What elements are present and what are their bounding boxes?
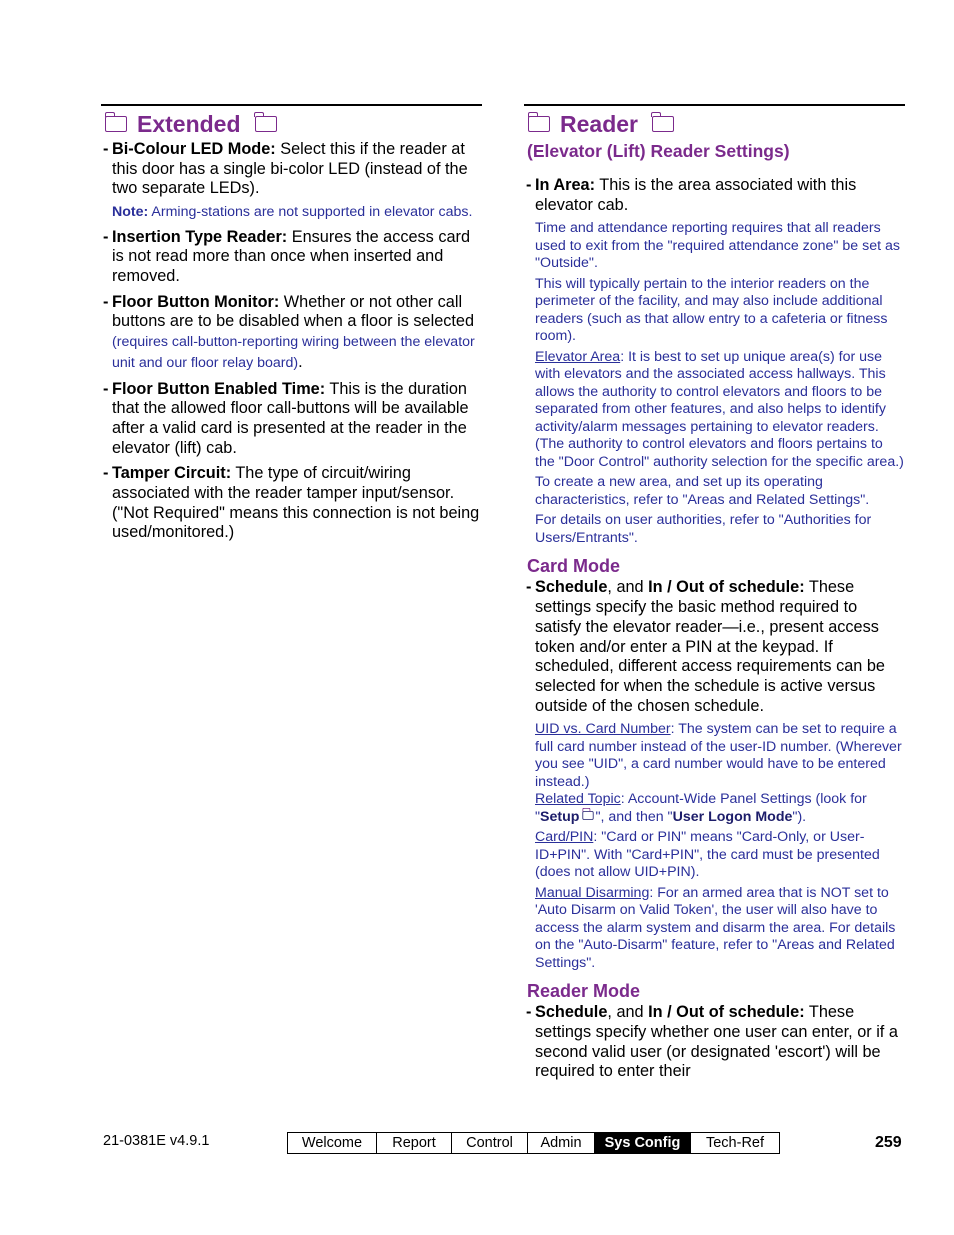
section-rule (524, 104, 905, 106)
bullet-item: - In Area: This is the area associated with this elevator cab. (526, 176, 857, 214)
bullet-item: - Floor Button Enabled Time: This is the duration that the allowed floor call-buttons will be available after a valid card is presented at the reader in the elevator (lift) cab. (103, 379, 469, 457)
tab-tech-ref[interactable]: Tech-Ref (705, 1135, 765, 1151)
heading-text: Reader (560, 111, 638, 137)
note-text: : The system can be set to require a full card number instead of the user-ID number. (Wherever you see "UID", a card number would have to be entered instead.) (535, 721, 902, 790)
joiner: , and (607, 1003, 649, 1022)
note: Time and attendance reporting requires that all readers used to exit from the "required attendance zone" be set as "Outside". (535, 220, 900, 272)
note-text: "). (792, 808, 807, 825)
setup-label: Setup (540, 808, 580, 825)
bullet-item: - Schedule, and In / Out of schedule: These settings specify the basic method required to satisfy the elevator reader—i.e., present access token and/or enter a PIN at the keypad. If scheduled, different access requirements can be selected for when the schedule is active versus outside of the chosen schedule. (526, 578, 885, 715)
aside-text: (requires call-button-reporting wiring between the elevator unit and our floor relay board) (112, 334, 475, 371)
card-pin-link[interactable]: Card/PIN (535, 829, 594, 846)
bullet-item: - Floor Button Monitor: Whether or not other call buttons are to be disabled when a floor is selected (requires call-button-reporting wiring between the elevator unit and our floor relay board). (103, 292, 475, 371)
term: In Area: (535, 176, 596, 194)
note-text: : Account-Wide Panel Settings (look for " (535, 791, 867, 825)
manual-disarming-link[interactable]: Manual Disarming (535, 884, 650, 901)
reader-section (524, 104, 905, 1082)
term: Tamper Circuit: (112, 464, 232, 483)
user-logon-mode-label: User Logon Mode (672, 808, 793, 825)
tail-text: . (298, 352, 303, 371)
page-number: 259 (875, 1134, 902, 1151)
note: To create a new area, and set up its operating characteristics, refer to "Areas and Related Settings". (535, 474, 870, 508)
note-label: Note: (112, 204, 149, 221)
tab-report[interactable]: Report (377, 1133, 452, 1153)
elevator-area-link[interactable]: Elevator Area (535, 348, 621, 365)
document-id: 21-0381E v4.9.1 (103, 1133, 210, 1149)
term: Floor Button Enabled Time: (112, 379, 326, 398)
term: Bi-Colour LED Mode: (112, 140, 276, 158)
note-text: : "Card or PIN" means "Card-Only, or User-ID+PIN". With "Card+PIN", the card must be presented (does not allow UID+PIN). (535, 829, 880, 881)
extended-heading (101, 110, 482, 138)
tab-admin[interactable]: Admin (528, 1133, 595, 1153)
description: The type of circuit/wiring associated with the reader tamper input/sensor. ("Not Required" means this connection is not being used/monitored.) (112, 464, 480, 542)
folder-icon (105, 116, 127, 132)
note-text: Arming-stations are not supported in elevator cabs. (148, 204, 473, 221)
description: Select this if the reader at this door has a single bi-color LED (instead of the two separate LEDs). (112, 140, 468, 198)
description: These settings specify whether one user can enter, or if a second valid user (or designated 'escort') will be required to enter their (535, 1003, 898, 1081)
description: Whether or not other call buttons are to be disabled when a floor is selected (112, 292, 475, 331)
note (101, 204, 482, 222)
uid-link[interactable]: UID vs. Card Number (535, 721, 671, 738)
heading-text: Extended (137, 111, 241, 137)
folder-icon (255, 116, 277, 132)
note (524, 829, 905, 882)
bullet-item: - Schedule, and In / Out of schedule: These settings specify whether one user can enter, or if a second valid user (or designated 'escort') will be required to enter their (526, 1003, 898, 1081)
note (524, 721, 905, 791)
card-mode-title: Card Mode (527, 556, 621, 577)
description: This is the duration that the allowed floor call-buttons will be available after a valid card is presented at the reader in the elevator (lift) cab. (112, 379, 469, 457)
page-footer (0, 1128, 954, 1158)
note-text: : It is best to set up unique area(s) for use with elevators and the associated access hallways. This allows the authority to control elevators and floors to be separated from other features, and also helps to identify activity/alarm messages pertaining to elevator readers. (The authority to control elevators and floors pertains to the "Door Control" authority selection for the specific area.) (535, 348, 904, 470)
note: For details on user authorities, refer to "Authorities for Users/Entrants". (535, 512, 872, 546)
section-nav (287, 1132, 780, 1154)
term: Floor Button Monitor: (112, 292, 280, 311)
reader-mode-title: Reader Mode (527, 981, 641, 1002)
description: Ensures the access card is not read more than once when inserted and removed. (112, 227, 471, 286)
joiner: , and (607, 578, 649, 597)
note (524, 791, 905, 826)
folder-icon (583, 811, 594, 820)
note (524, 349, 905, 472)
bullet-item: - Bi-Colour LED Mode: Select this if the reader at this door has a single bi-color LED (instead of the two separate LEDs). (103, 140, 468, 198)
bullet-item: - Insertion Type Reader: Ensures the access card is not read more than once when inserted and removed. (103, 227, 471, 286)
related-topic-link[interactable]: Related Topic (535, 791, 621, 808)
subheading: (Elevator (Lift) Reader Settings) (527, 141, 790, 161)
reader-heading (524, 110, 905, 138)
bullet-item: - Tamper Circuit: The type of circuit/wiring associated with the reader tamper input/sensor. ("Not Required" means this connection is not being used/monitored.) (103, 464, 480, 542)
section-rule (101, 104, 482, 106)
term: Schedule (535, 1003, 608, 1022)
term: In / Out of schedule: (648, 578, 805, 597)
note-text: : For an armed area that is NOT set to 'Auto Disarm on Valid Token', the user will also have to access the alarm system and disarm the area. For details on the "Auto-Disarm" feature, refer to "Areas and Related Settings". (535, 884, 896, 971)
folder-icon (528, 116, 550, 132)
description: This is the area associated with this elevator cab. (535, 176, 857, 214)
tab-welcome[interactable]: Welcome (288, 1133, 377, 1153)
term: Schedule (535, 578, 608, 597)
term: In / Out of schedule: (648, 1003, 805, 1022)
note (524, 885, 905, 973)
tab-control[interactable]: Control (452, 1133, 528, 1153)
term: Insertion Type Reader: (112, 227, 288, 246)
note: This will typically pertain to the interior readers on the perimeter of the facility, and may also include additional readers (such as that allow entry to a cafeteria or fitness room). (535, 275, 888, 345)
folder-icon (652, 116, 674, 132)
extended-section (101, 104, 482, 543)
tab-sys-config[interactable]: Sys Config (595, 1133, 691, 1153)
note-text: ", and then " (595, 808, 673, 825)
description: These settings specify the basic method required to satisfy the elevator reader—i.e., present access token and/or enter a PIN at the keypad. If scheduled, different access requirements can be selected for when the schedule is active versus outside of the chosen schedule. (535, 578, 885, 715)
